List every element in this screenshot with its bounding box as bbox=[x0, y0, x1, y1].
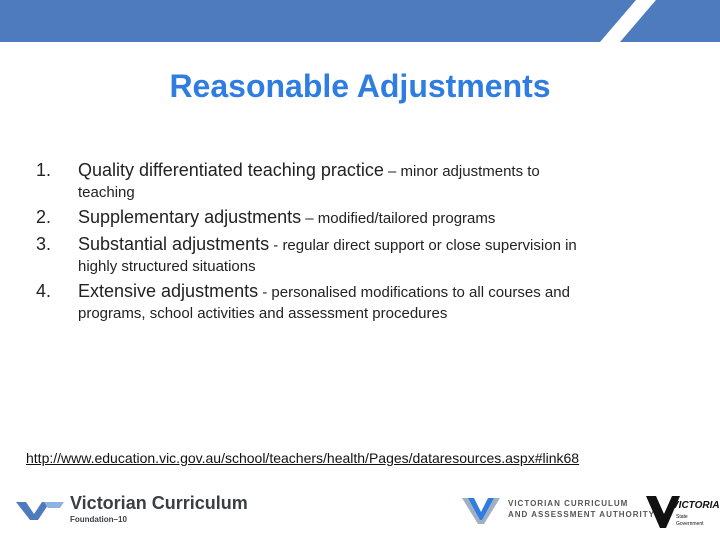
item-description: – modified/tailored programs bbox=[301, 210, 496, 227]
item-heading: Supplementary adjustments bbox=[78, 207, 302, 227]
item-heading: Quality differentiated teaching practice bbox=[78, 160, 384, 180]
vcaa-check-icon bbox=[462, 494, 500, 524]
victoria-logo-icon bbox=[646, 494, 720, 530]
item-description-continued: teaching bbox=[78, 184, 135, 201]
vc-chevron-icon bbox=[16, 496, 64, 522]
item-description: - personalised modifications to all courses and bbox=[258, 284, 570, 301]
list-number: 2. bbox=[36, 207, 52, 227]
resource-link[interactable]: http://www.education.vic.gov.au/school/teachers/health/Pages/dataresources.aspx#link68 bbox=[26, 450, 580, 466]
slide-title: Reasonable Adjustments bbox=[169, 68, 551, 104]
victoria-name: VICTORIA bbox=[672, 500, 720, 511]
victorian-curriculum-logo bbox=[16, 494, 248, 524]
vcaa-line-1: VICTORIAN CURRICULUM bbox=[508, 499, 629, 508]
vcaa-logo bbox=[462, 494, 655, 524]
list-item bbox=[30, 281, 680, 322]
banner-notch-decoration bbox=[0, 0, 720, 42]
vc-logo-subtitle: Foundation–10 bbox=[70, 515, 127, 524]
list-item bbox=[30, 207, 680, 228]
vc-logo-title: Victorian Curriculum bbox=[70, 493, 248, 513]
item-heading: Extensive adjustments bbox=[78, 281, 259, 301]
item-description: – minor adjustments to bbox=[383, 163, 540, 180]
item-description-continued: highly structured situations bbox=[78, 258, 256, 275]
victoria-government-logo bbox=[646, 494, 720, 535]
list-number: 1. bbox=[36, 160, 52, 180]
list-number: 3. bbox=[36, 234, 52, 254]
list-number: 4. bbox=[36, 281, 52, 301]
item-heading: Substantial adjustments bbox=[78, 234, 270, 254]
adjustments-list bbox=[30, 160, 680, 328]
list-item bbox=[30, 234, 680, 275]
vcaa-line-2: AND ASSESSMENT AUTHORITY bbox=[508, 510, 655, 519]
victoria-sub-2: Government bbox=[676, 521, 704, 527]
list-item bbox=[30, 160, 680, 201]
victoria-sub-1: State bbox=[676, 514, 688, 520]
item-description-continued: programs, school activities and assessment procedures bbox=[78, 305, 448, 322]
footer-logos bbox=[0, 488, 720, 540]
item-description: - regular direct support or close supervision in bbox=[269, 237, 577, 254]
